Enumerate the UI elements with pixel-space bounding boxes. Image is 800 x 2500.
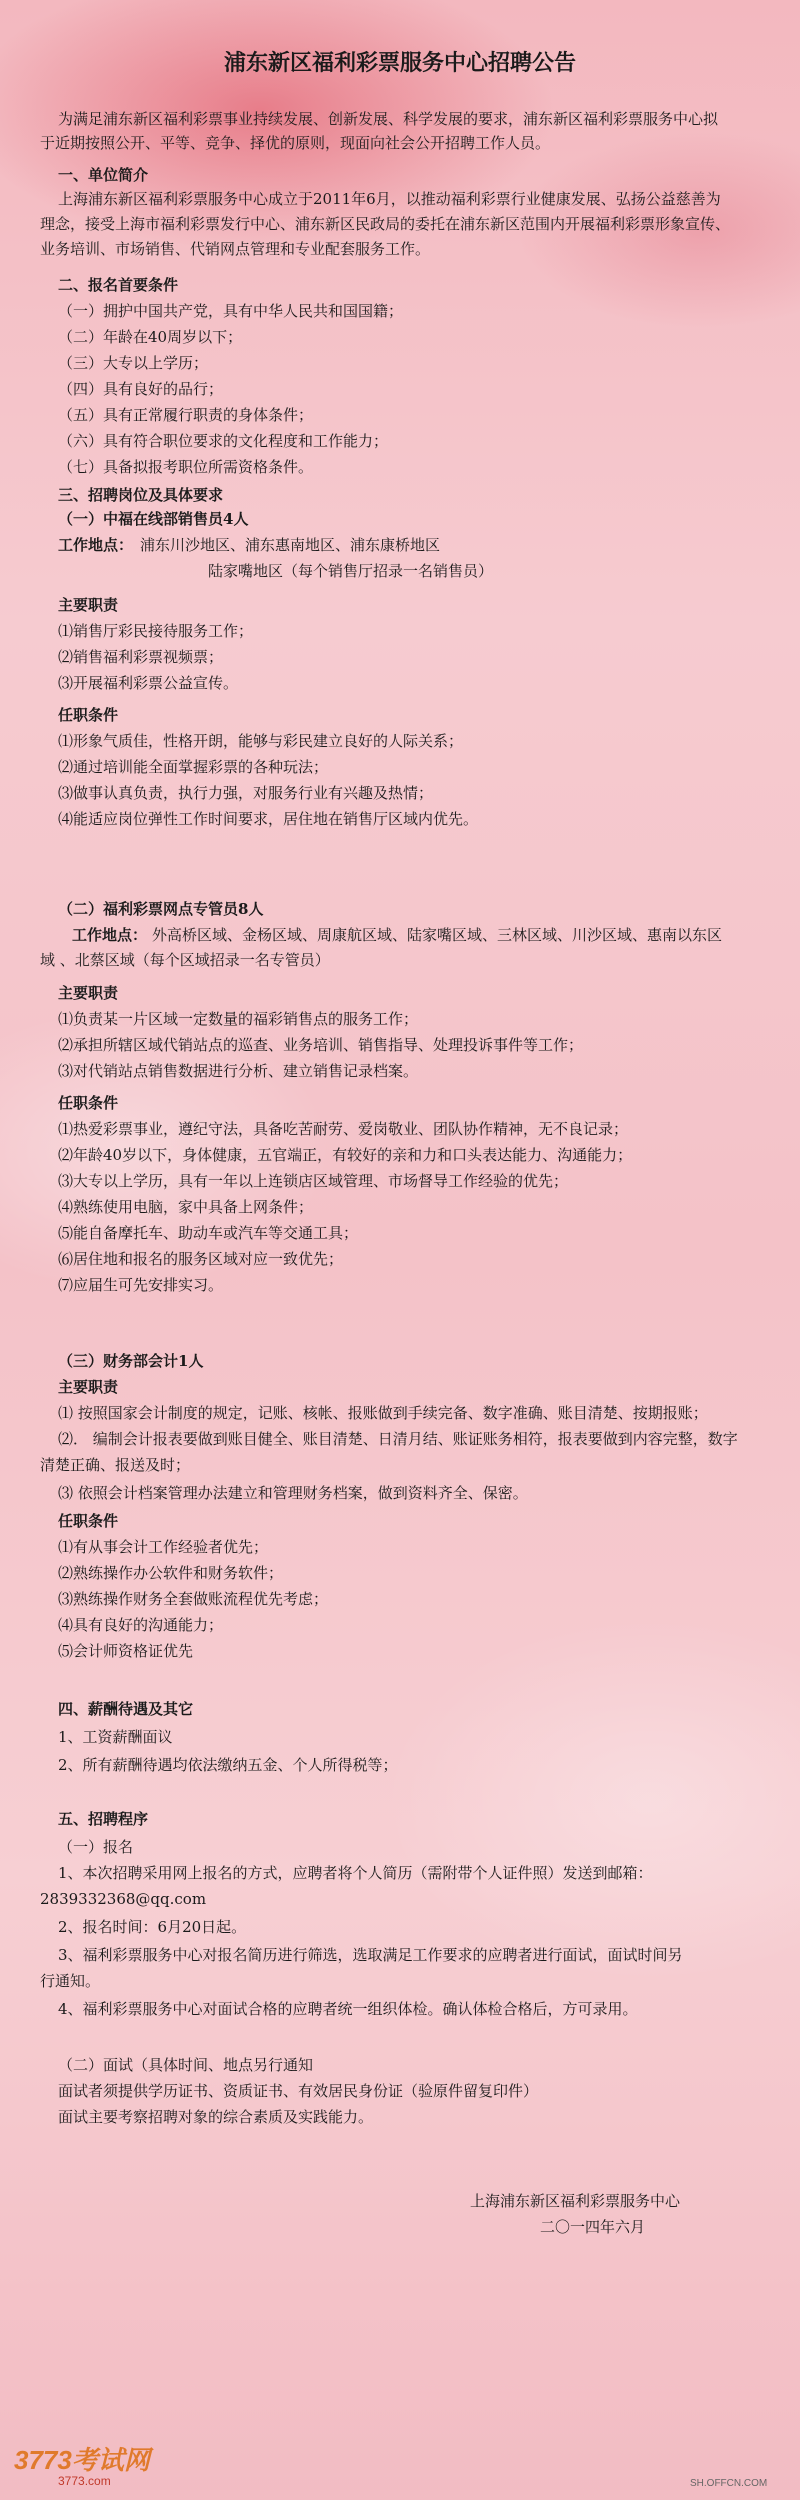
list-item: （二）年龄在40周岁以下； <box>58 328 243 346</box>
list-item: ⑵年龄40岁以下，身体健康，五官端正，有较好的亲和力和口头表达能力、沟通能力； <box>58 1146 633 1164</box>
signature-org: 上海浦东新区福利彩票服务中心 <box>470 2192 681 2210</box>
list-item: ⑶大专以上学历，具有一年以上连锁店区域管理、市场督导工作经验的优先； <box>58 1172 569 1190</box>
work-location: 陆家嘴地区（每个销售厅招录一名销售员） <box>208 562 494 580</box>
work-location: 浦东川沙地区、浦东惠南地区、浦东康桥地区 <box>140 536 441 554</box>
list-item: ⑶做事认真负责，执行力强，对服务行业有兴趣及热情； <box>58 784 434 802</box>
paragraph-line: 业务培训、市场销售、代销网点管理和专业配套服务工作。 <box>40 240 431 258</box>
subsection-heading: （一）报名 <box>58 1838 134 1856</box>
subsection-heading: （二）面试（具体时间、地点另行通知 <box>58 2056 314 2074</box>
list-item: ⑴形象气质佳，性格开朗，能够与彩民建立良好的人际关系； <box>58 732 464 750</box>
intro-line: 于近期按照公开、平等、竞争、择优的原则，现面向社会公开招聘工作人员。 <box>40 134 551 152</box>
work-location-label: 工作地点： <box>72 926 148 944</box>
list-item: ⑵． 编制会计报表要做到账目健全、账目清楚、日清月结、账证账务相符，报表要做到内容完整，数字 <box>58 1430 738 1448</box>
list-item: 2、所有薪酬待遇均依法缴纳五金、个人所得税等； <box>58 1756 398 1774</box>
signature-date: 二〇一四年六月 <box>540 2218 646 2236</box>
list-item: ⑵熟练操作办公软件和财务软件； <box>58 1564 284 1582</box>
list-item: ⑶对代销站点销售数据进行分析、建立销售记录档案。 <box>58 1062 419 1080</box>
paragraph-line: 面试主要考察招聘对象的综合素质及实践能力。 <box>58 2108 374 2126</box>
subsection-heading: 任职条件 <box>58 706 119 724</box>
list-item: ⑷能适应岗位弹性工作时间要求，居住地在销售厅区域内优先。 <box>58 810 479 828</box>
list-item: ⑴ 按照国家会计制度的规定，记账、核帐、报账做到手续完备、数字准确、账目清楚、按期报账； <box>58 1404 708 1422</box>
subsection-heading: 任职条件 <box>58 1094 119 1112</box>
subsection-heading: 主要职责 <box>58 1378 119 1396</box>
paragraph-line: 理念，接受上海市福利彩票发行中心、浦东新区民政局的委托在浦东新区范围内开展福利彩票形象宣传、 <box>40 215 731 233</box>
list-item: （五）具有正常履行职责的身体条件； <box>58 406 314 424</box>
list-item: ⑴热爱彩票事业，遵纪守法，具备吃苦耐劳、爱岗敬业、团队协作精神，无不良记录； <box>58 1120 629 1138</box>
list-item: ⑵承担所辖区域代销站点的巡查、业务培训、销售指导、处理投诉事件等工作； <box>58 1036 584 1054</box>
list-item: ⑵销售福利彩票视频票； <box>58 648 224 666</box>
paragraph-line: 行通知。 <box>40 1972 101 1990</box>
list-item: ⑶熟练操作财务全套做账流程优先考虑； <box>58 1590 329 1608</box>
list-item: ⑵通过培训能全面掌握彩票的各种玩法； <box>58 758 329 776</box>
list-item: （四）具有良好的品行； <box>58 380 224 398</box>
job-title: （二）福利彩票网点专管员8人 <box>58 900 264 918</box>
work-location: 外高桥区域、金杨区域、周康航区域、陆家嘴区域、三林区域、川沙区域、惠南以东区 <box>152 926 723 944</box>
list-item: ⑺应届生可先安排实习。 <box>58 1276 224 1294</box>
paragraph-line: 4、福利彩票服务中心对面试合格的应聘者统一组织体检。确认体检合格后，方可录用。 <box>58 2000 638 2018</box>
subsection-heading: 主要职责 <box>58 984 119 1002</box>
subsection-heading: 任职条件 <box>58 1512 119 1530</box>
list-item: ⑶开展福利彩票公益宣传。 <box>58 674 239 692</box>
list-item: ⑸会计师资格证优先 <box>58 1642 194 1660</box>
list-item: （三）大专以上学历； <box>58 354 209 372</box>
list-item: ⑹居住地和报名的服务区域对应一致优先； <box>58 1250 344 1268</box>
work-location: 域 、北蔡区域（每个区域招录一名专管员） <box>40 951 330 969</box>
section-heading: 一、单位简介 <box>58 166 149 184</box>
section-heading: 四、薪酬待遇及其它 <box>58 1700 194 1718</box>
section-heading: 二、报名首要条件 <box>58 276 179 294</box>
paragraph-line: 面试者须提供学历证书、资质证书、有效居民身份证（验原件留复印件） <box>58 2082 539 2100</box>
paragraph-line: 3、福利彩票服务中心对报名简历进行筛选，选取满足工作要求的应聘者进行面试，面试时间另 <box>58 1946 683 1964</box>
list-item: 1、工资薪酬面议 <box>58 1728 173 1746</box>
watermark-right: SH.OFFCN.COM <box>690 2478 768 2489</box>
list-item: 清楚正确、报送及时； <box>40 1456 191 1474</box>
list-item: ⑸能自备摩托车、助动车或汽车等交通工具； <box>58 1224 359 1242</box>
list-item: （六）具有符合职位要求的文化程度和工作能力； <box>58 432 389 450</box>
email-address: 2839332368@qq.com <box>40 1890 207 1908</box>
job-title: （一）中福在线部销售员4人 <box>58 510 249 528</box>
section-heading: 五、招聘程序 <box>58 1810 149 1828</box>
list-item: ⑶ 依照会计档案管理办法建立和管理财务档案，做到资料齐全、保密。 <box>58 1484 528 1502</box>
section-heading: 三、招聘岗位及具体要求 <box>58 486 224 504</box>
watermark-logo: 3773考试网 <box>14 2445 150 2475</box>
paragraph-line: 1、本次招聘采用网上报名的方式，应聘者将个人简历（需附带个人证件照）发送到邮箱： <box>58 1864 653 1882</box>
page-title: 浦东新区福利彩票服务中心招聘公告 <box>223 50 576 76</box>
intro-line: 为满足浦东新区福利彩票事业持续发展、创新发展、科学发展的要求，浦东新区福利彩票服务中心拟 <box>58 110 719 128</box>
list-item: （一）拥护中国共产党，具有中华人民共和国国籍； <box>58 302 404 320</box>
paragraph-line: 2、报名时间：6月20日起。 <box>58 1918 247 1936</box>
list-item: ⑴销售厅彩民接待服务工作； <box>58 622 254 640</box>
subsection-heading: 主要职责 <box>58 596 119 614</box>
list-item: ⑷具有良好的沟通能力； <box>58 1616 224 1634</box>
list-item: ⑴有从事会计工作经验者优先； <box>58 1538 269 1556</box>
list-item: （七）具备拟报考职位所需资格条件。 <box>58 458 314 476</box>
watermark-url: 3773.com <box>58 2474 111 2488</box>
job-title: （三）财务部会计1人 <box>58 1352 204 1370</box>
list-item: ⑴负责某一片区域一定数量的福彩销售点的服务工作； <box>58 1010 419 1028</box>
work-location-label: 工作地点： <box>58 536 134 554</box>
paragraph-line: 上海浦东新区福利彩票服务中心成立于2011年6月，以推动福利彩票行业健康发展、弘扬公益慈善为 <box>58 190 721 208</box>
list-item: ⑷熟练使用电脑，家中具备上网条件； <box>58 1198 314 1216</box>
